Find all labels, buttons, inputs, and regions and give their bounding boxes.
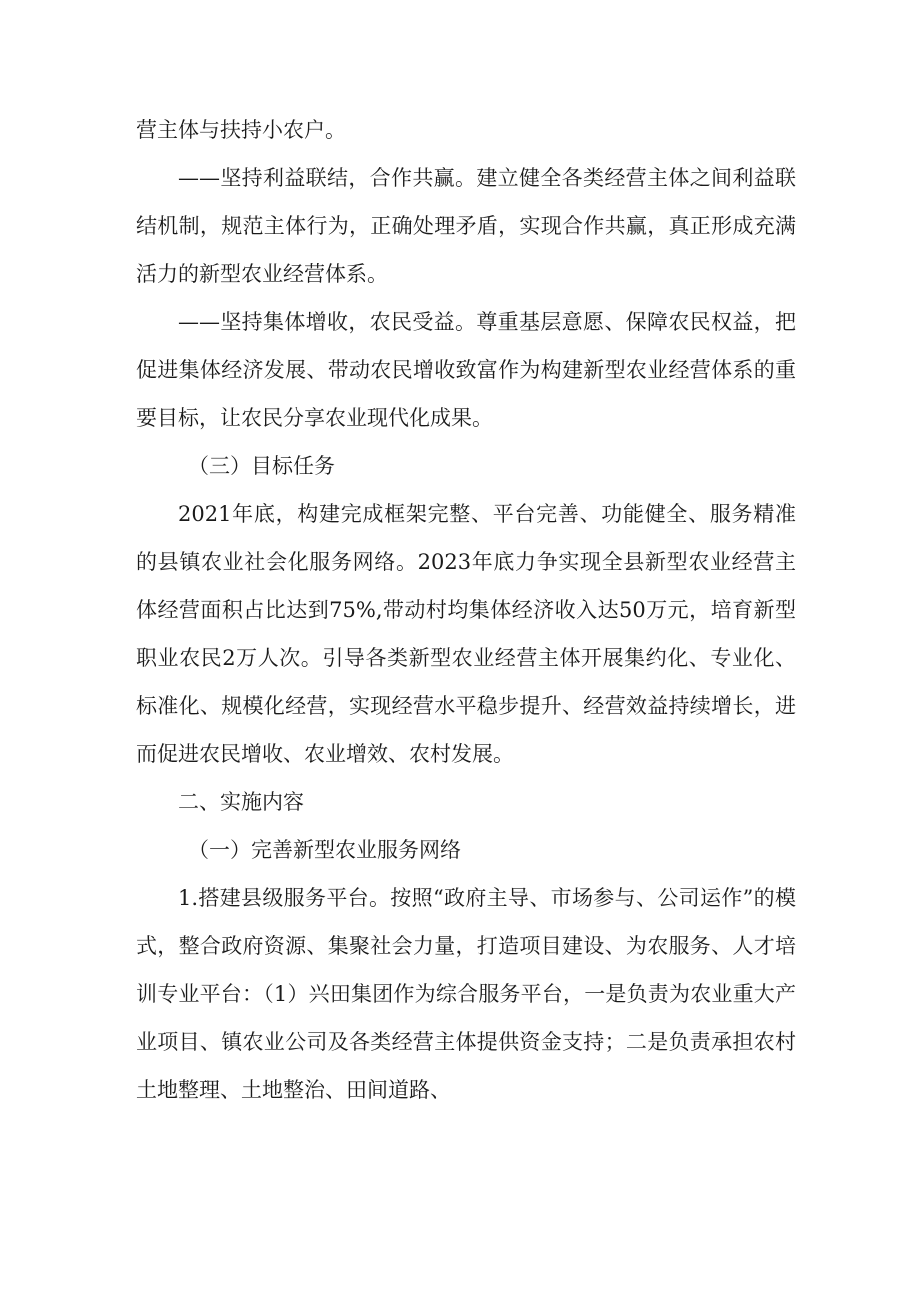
paragraph-principle-collective-income: ——坚持集体增收，农民受益。尊重基层意愿、保障农民权益，把促进集体经济发展、带动农民增收致富作为构建新型农业经营体系的重要目标，让农民分享农业现代化成果。 xyxy=(136,310,796,430)
paragraph-goals: 2021年底，构建完成框架完整、平台完善、功能健全、服务精准的县镇农业社会化服务网络。2023年底力争实现全县新型农业经营主体经营面积占比达到75%,带动村均集体经济收入达50万元，培育新型职业农民2万人次。引导各类新型农业经营主体开展集约化、专业化、标准化、规模化经营，实现经营水平稳步提升、经营效益持续增长，进而促进农民增收、农业增效、农村发展。 xyxy=(136,502,796,766)
paragraph-principle-benefit-linkage: ——坚持利益联结，合作共赢。建立健全各类经营主体之间利益联结机制，规范主体行为，正确处理矛盾，实现合作共赢，真正形成充满活力的新型农业经营体系。 xyxy=(136,166,796,286)
paragraph-county-platform: 1.搭建县级服务平台。按照“政府主导、市场参与、公司运作”的模式，整合政府资源、集聚社会力量，打造项目建设、为农服务、人才培训专业平台：（1）兴田集团作为综合服务平台，一是负责为农业重大产业项目、镇农业公司及各类经营主体提供资金支持；二是负责承担农村土地整理、土地整治、田间道路、 xyxy=(136,886,796,1102)
paragraph-continuation: 营主体与扶持小农户。 xyxy=(136,118,346,142)
section-heading-implementation: 二、实施内容 xyxy=(178,790,304,814)
document-body xyxy=(136,106,796,1114)
section-heading-service-network: （一）完善新型农业服务网络 xyxy=(188,838,461,862)
section-heading-goals: （三）目标任务 xyxy=(188,454,335,478)
